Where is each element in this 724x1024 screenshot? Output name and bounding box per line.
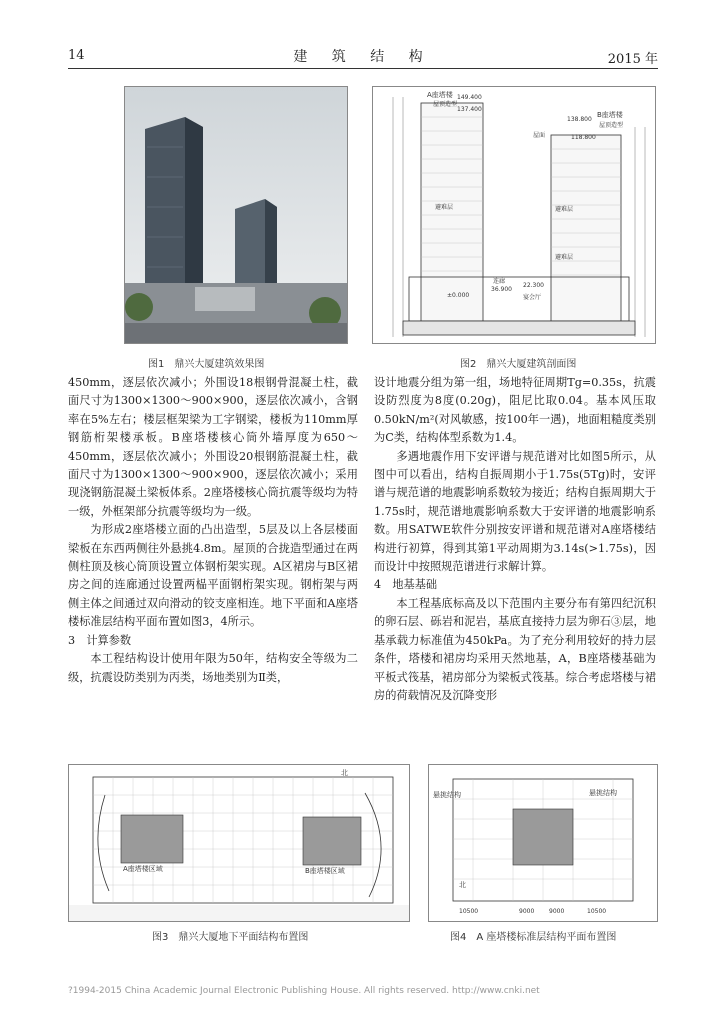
page-number: 14 [68,48,85,63]
right-paragraph-2: 多遇地震作用下安评谱与规范谱对比如图5所示，从图中可以看出，结构自振周期小于1.75s(5Tg)时，安评谱与规范谱的地震影响系数较为接近；结构自振周期大于1.75s时，规范谱地震影响系数大于安评谱的地震影响系数。用SATWE软件分别按安评谱和规范谱对A座塔楼结构进行初算，得到其第1平动周期为3.14s(>1.75s)，因而设计中按照规范谱进行求解计算。 [374,449,656,574]
right-column [374,374,656,705]
label-corridor: 连廊 [493,278,506,285]
section-4-title: 地基基础 [392,578,438,592]
label-dim-2: 9000 [519,908,535,915]
label-a-tower-zone: A座塔楼区域 [123,865,163,873]
section-3-number: 3 [68,633,76,647]
label-cantilever-right: 悬挑结构 [589,789,617,797]
section-3-title: 计算参数 [86,633,132,647]
label-elev-0: ±0.000 [447,292,470,299]
building-rendering-image [125,87,347,343]
building-section-drawing [373,87,655,343]
label-refuge-2: 避难层 [555,206,574,213]
basement-plan-drawing [69,765,409,921]
label-north-fig4: 北 [459,881,466,889]
figure-3-caption: 图3 鼎兴大厦地下平面结构布置图 [152,932,309,943]
page-header [68,44,658,69]
figure-1-caption: 图1 鼎兴大厦建筑效果图 [148,359,265,370]
label-banquet: 宴会厅 [523,294,542,301]
label-north-fig3: 北 [341,769,348,777]
figure-2-section [372,86,656,344]
left-column [68,374,358,687]
label-refuge-3: 避难层 [555,254,574,261]
label-elev-118: 118.800 [571,134,596,141]
journal-title: 建 筑 结 构 [293,49,433,65]
label-elev-149: 149.400 [457,94,482,101]
label-roof: 屋面 [533,132,546,139]
label-elev-138: 138.800 [567,116,592,123]
section-3-heading [68,632,358,650]
section-4-text: 本工程基底标高及以下范围内主要分布有第四纪沉积的卵石层、砾岩和泥岩，基底直接持力层为卵石③层，地基承载力标准值为450kPa。为了充分利用较好的持力层条件，塔楼和裙房均采用天然地基，A，B座塔楼基础为平板式筏基，裙房部分为梁板式筏基。综合考虑塔楼与裙房的荷载情况及沉降变形 [374,596,656,702]
figure-4-caption: 图4 A 座塔楼标准层结构平面布置图 [450,932,617,943]
label-b-roof-form: 屋顶造型 [599,122,624,129]
label-cantilever-left: 悬挑结构 [433,791,461,799]
copyright-footer: ?1994-2015 China Academic Journal Electronic Publishing House. All rights reserved. http://www.cnki.net [68,986,540,996]
figure-4-floor-plan [428,764,658,922]
figure-2-caption: 图2 鼎兴大厦建筑剖面图 [460,359,577,370]
label-elev-137: 137.400 [457,106,482,113]
section-3-text: 本工程结构设计使用年限为50年，结构安全等级为二级，抗震设防类别为丙类，场地类别为Ⅱ类， [68,652,358,684]
journal-year: 2015 年 [607,52,658,67]
section-4-heading [374,576,656,594]
label-a-tower: A座塔楼 [427,91,453,99]
label-b-tower: B座塔楼 [597,111,623,119]
label-dim-1: 10500 [459,908,479,915]
left-paragraph-2: 为形成2座塔楼立面的凸出造型，5层及以上各层楼面梁板在东西两侧往外悬挑4.8m。屋顶的合拢造型通过在两侧柱顶及核心筒顶设置立体钢桁架实现。A区裙房与B区裙房之间的连廊通过设置两榀平面钢桁架实现。钢桁架与两侧主体之间通过双向滑动的铰支座相连。地下平面和A座塔楼标准层结构平面布置如图3，4所示。 [68,523,358,629]
label-elev-36: 36.900 [491,286,512,293]
label-b-tower-zone: B座塔楼区域 [305,867,345,875]
label-elev-22: 22.300 [523,282,544,289]
right-paragraph-1: 设计地震分组为第一组，场地特征周期Tg=0.35s，抗震设防烈度为8度(0.20g)，阻尼比取0.04。基本风压取0.50kN/m²(对风敏感，按100年一遇)，地面粗糙度类别为C类，结构体型系数为1.4。 [374,376,656,445]
label-dim-3: 9000 [549,908,565,915]
section-4-number: 4 [374,578,382,592]
left-paragraph-1: 450mm，逐层依次减小；外围设18根钢骨混凝土柱，截面尺寸为1300×1300～900×900，逐层依次减小，含钢率在5%左右；楼层框架梁为工字钢梁，楼板为110mm厚钢筋桁架楼承板。B座塔楼核心筒外墙厚度为650～450mm，逐层依次减小；外围设20根钢筋混凝土柱，截面尺寸为1300×1300～900×900，逐层依次减小；采用现浇钢筋混凝土梁板体系。2座塔楼核心筒抗震等级均为特一级，外框架部分抗震等级均为一级。 [68,376,358,518]
label-refuge-1: 避难层 [435,204,454,211]
figure-3-basement-plan [68,764,410,922]
floor-plan-drawing [429,765,657,921]
label-dim-4: 10500 [587,908,607,915]
label-roof-form: 屋顶造型 [433,101,458,108]
figure-1-rendering [124,86,348,344]
